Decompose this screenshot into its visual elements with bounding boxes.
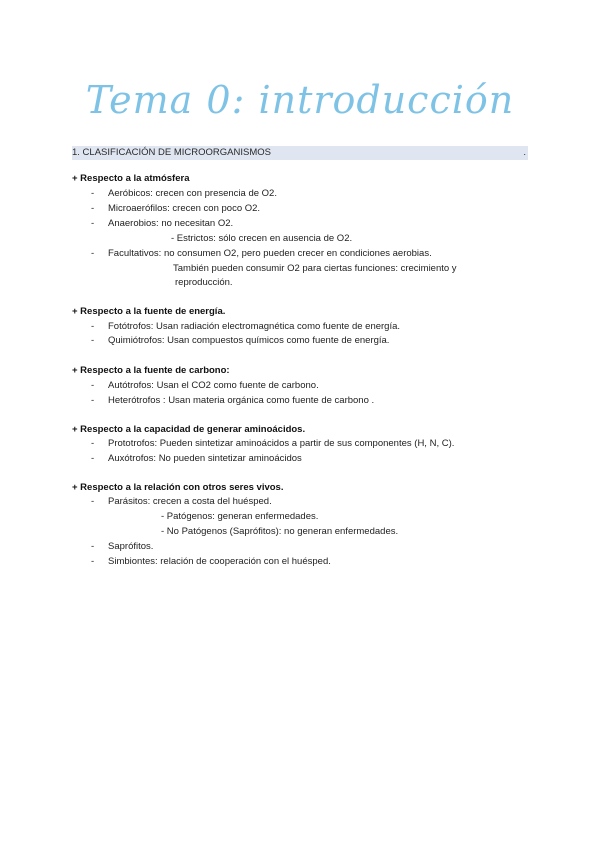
list-subitem: - Patógenos: generan enfermedades. xyxy=(161,511,319,522)
page-title: Tema 0: introducción xyxy=(85,78,515,122)
list-item: Autótrofos: Usan el CO2 como fuente de carbono. xyxy=(108,380,319,391)
heading-relacion: + Respecto a la relación con otros seres vivos. xyxy=(72,482,284,493)
list-item: Heterótrofos : Usan materia orgánica como fuente de carbono . xyxy=(108,395,375,406)
list-dash: - xyxy=(91,380,95,391)
heading-carbono: + Respecto a la fuente de carbono: xyxy=(72,365,230,376)
list-item: Anaerobios: no necesitan O2. xyxy=(108,218,234,229)
heading-atmosfera: + Respecto a la atmósfera xyxy=(72,173,190,184)
list-dash: - xyxy=(91,453,95,464)
list-subitem: - Estrictos: sólo crecen en ausencia de O2. xyxy=(171,233,353,244)
list-dash: - xyxy=(91,438,95,449)
list-dash: - xyxy=(91,556,95,567)
list-subitem: - No Patógenos (Saprófitos): no generan enfermedades. xyxy=(161,526,399,537)
list-item: Aeróbicos: crecen con presencia de O2. xyxy=(108,188,277,199)
list-dash: - xyxy=(91,203,95,214)
section-header xyxy=(72,146,528,160)
list-item: Simbiontes: relación de cooperación con el huésped. xyxy=(108,556,331,567)
section-title: 1. CLASIFICACIÓN DE MICROORGANISMOS xyxy=(72,147,271,158)
list-item: Fotótrofos: Usan radiación electromagnética como fuente de energía. xyxy=(108,321,401,332)
list-item: Auxótrofos: No pueden sintetizar aminoácidos xyxy=(108,453,302,464)
list-item: Quimiótrofos: Usan compuestos químicos como fuente de energía. xyxy=(108,335,390,346)
list-dash: - xyxy=(91,541,95,552)
list-dash: - xyxy=(91,218,95,229)
section-trailing-mark: . xyxy=(523,147,526,158)
list-item: Microaerófilos: crecen con poco O2. xyxy=(108,203,261,214)
list-dash: - xyxy=(91,248,95,259)
list-continuation: reproducción. xyxy=(175,277,233,288)
heading-aminoacidos: + Respecto a la capacidad de generar aminoácidos. xyxy=(72,424,306,435)
heading-energia: + Respecto a la fuente de energía. xyxy=(72,306,226,317)
list-item: Parásitos: crecen a costa del huésped. xyxy=(108,496,272,507)
list-item: Prototrofos: Pueden sintetizar aminoácidos a partir de sus componentes (H, N, C). xyxy=(108,438,455,449)
list-item: Facultativos: no consumen O2, pero pueden crecer en condiciones aerobias. xyxy=(108,248,432,259)
list-dash: - xyxy=(91,335,95,346)
list-item: Saprófitos. xyxy=(108,541,154,552)
list-dash: - xyxy=(91,395,95,406)
list-dash: - xyxy=(91,496,95,507)
list-dash: - xyxy=(91,321,95,332)
list-dash: - xyxy=(91,188,95,199)
list-continuation: También pueden consumir O2 para ciertas funciones: crecimiento y xyxy=(173,263,457,274)
